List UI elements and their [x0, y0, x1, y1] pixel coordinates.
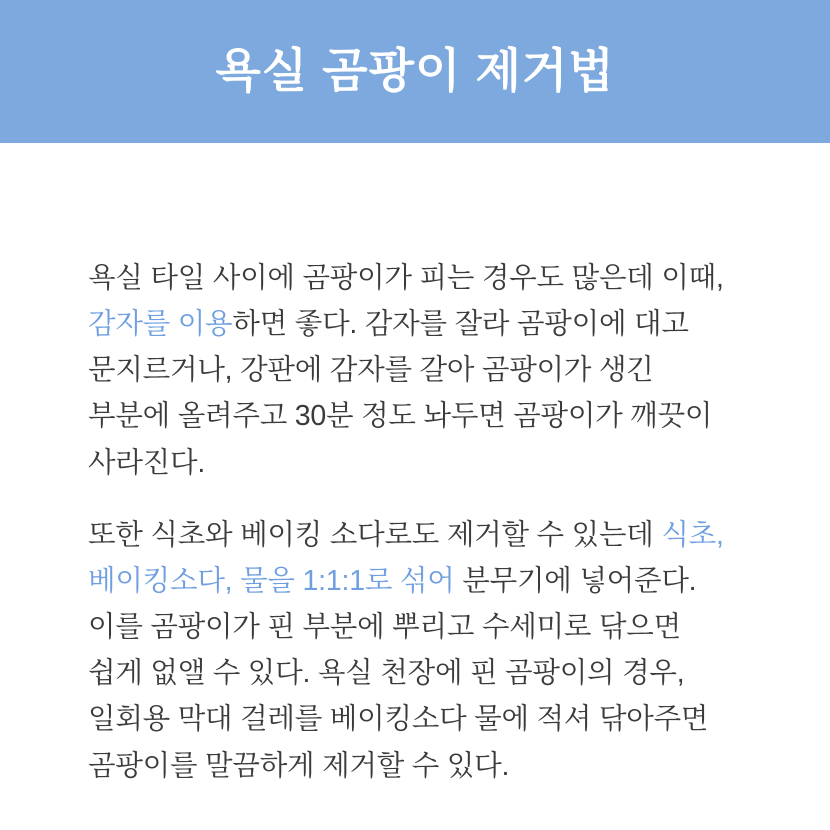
highlighted-text: 식초, 베이킹소다, 물을 1:1:1로 섞어 — [88, 518, 724, 597]
body-text: 하면 좋다. 감자를 잘라 곰팡이에 대고 문지르거나, 강판에 감자를 갈아 곰팡이가 생긴 부분에 올려주고 30분 정도 놔두면 곰팡이가 깨끗이 사라진다. — [88, 308, 713, 479]
article-body — [0, 143, 830, 790]
paragraph-2 — [88, 512, 742, 789]
bottom-spacer — [0, 790, 830, 830]
highlighted-text: 감자를 이용 — [88, 308, 233, 341]
header-banner — [0, 0, 830, 143]
body-text: 또한 식초와 베이킹 소다로도 제거할 수 있는데 — [88, 518, 662, 551]
body-text: 분무기에 넣어준다. 이를 곰팡이가 핀 부분에 뿌리고 수세미로 닦으면 쉽게 없앨 수 있다. 욕실 천장에 핀 곰팡이의 경우, 일회용 막대 걸레를 베이킹소다 물에 적셔 닦아주면 곰팡이를 말끔하게 제거할 수 있다. — [88, 564, 709, 782]
body-text: 욕실 타일 사이에 곰팡이가 피는 경우도 많은데 이때, — [88, 262, 724, 294]
page-title: 욕실 곰팡이 제거법 — [215, 44, 615, 98]
paragraph-1 — [88, 255, 742, 486]
